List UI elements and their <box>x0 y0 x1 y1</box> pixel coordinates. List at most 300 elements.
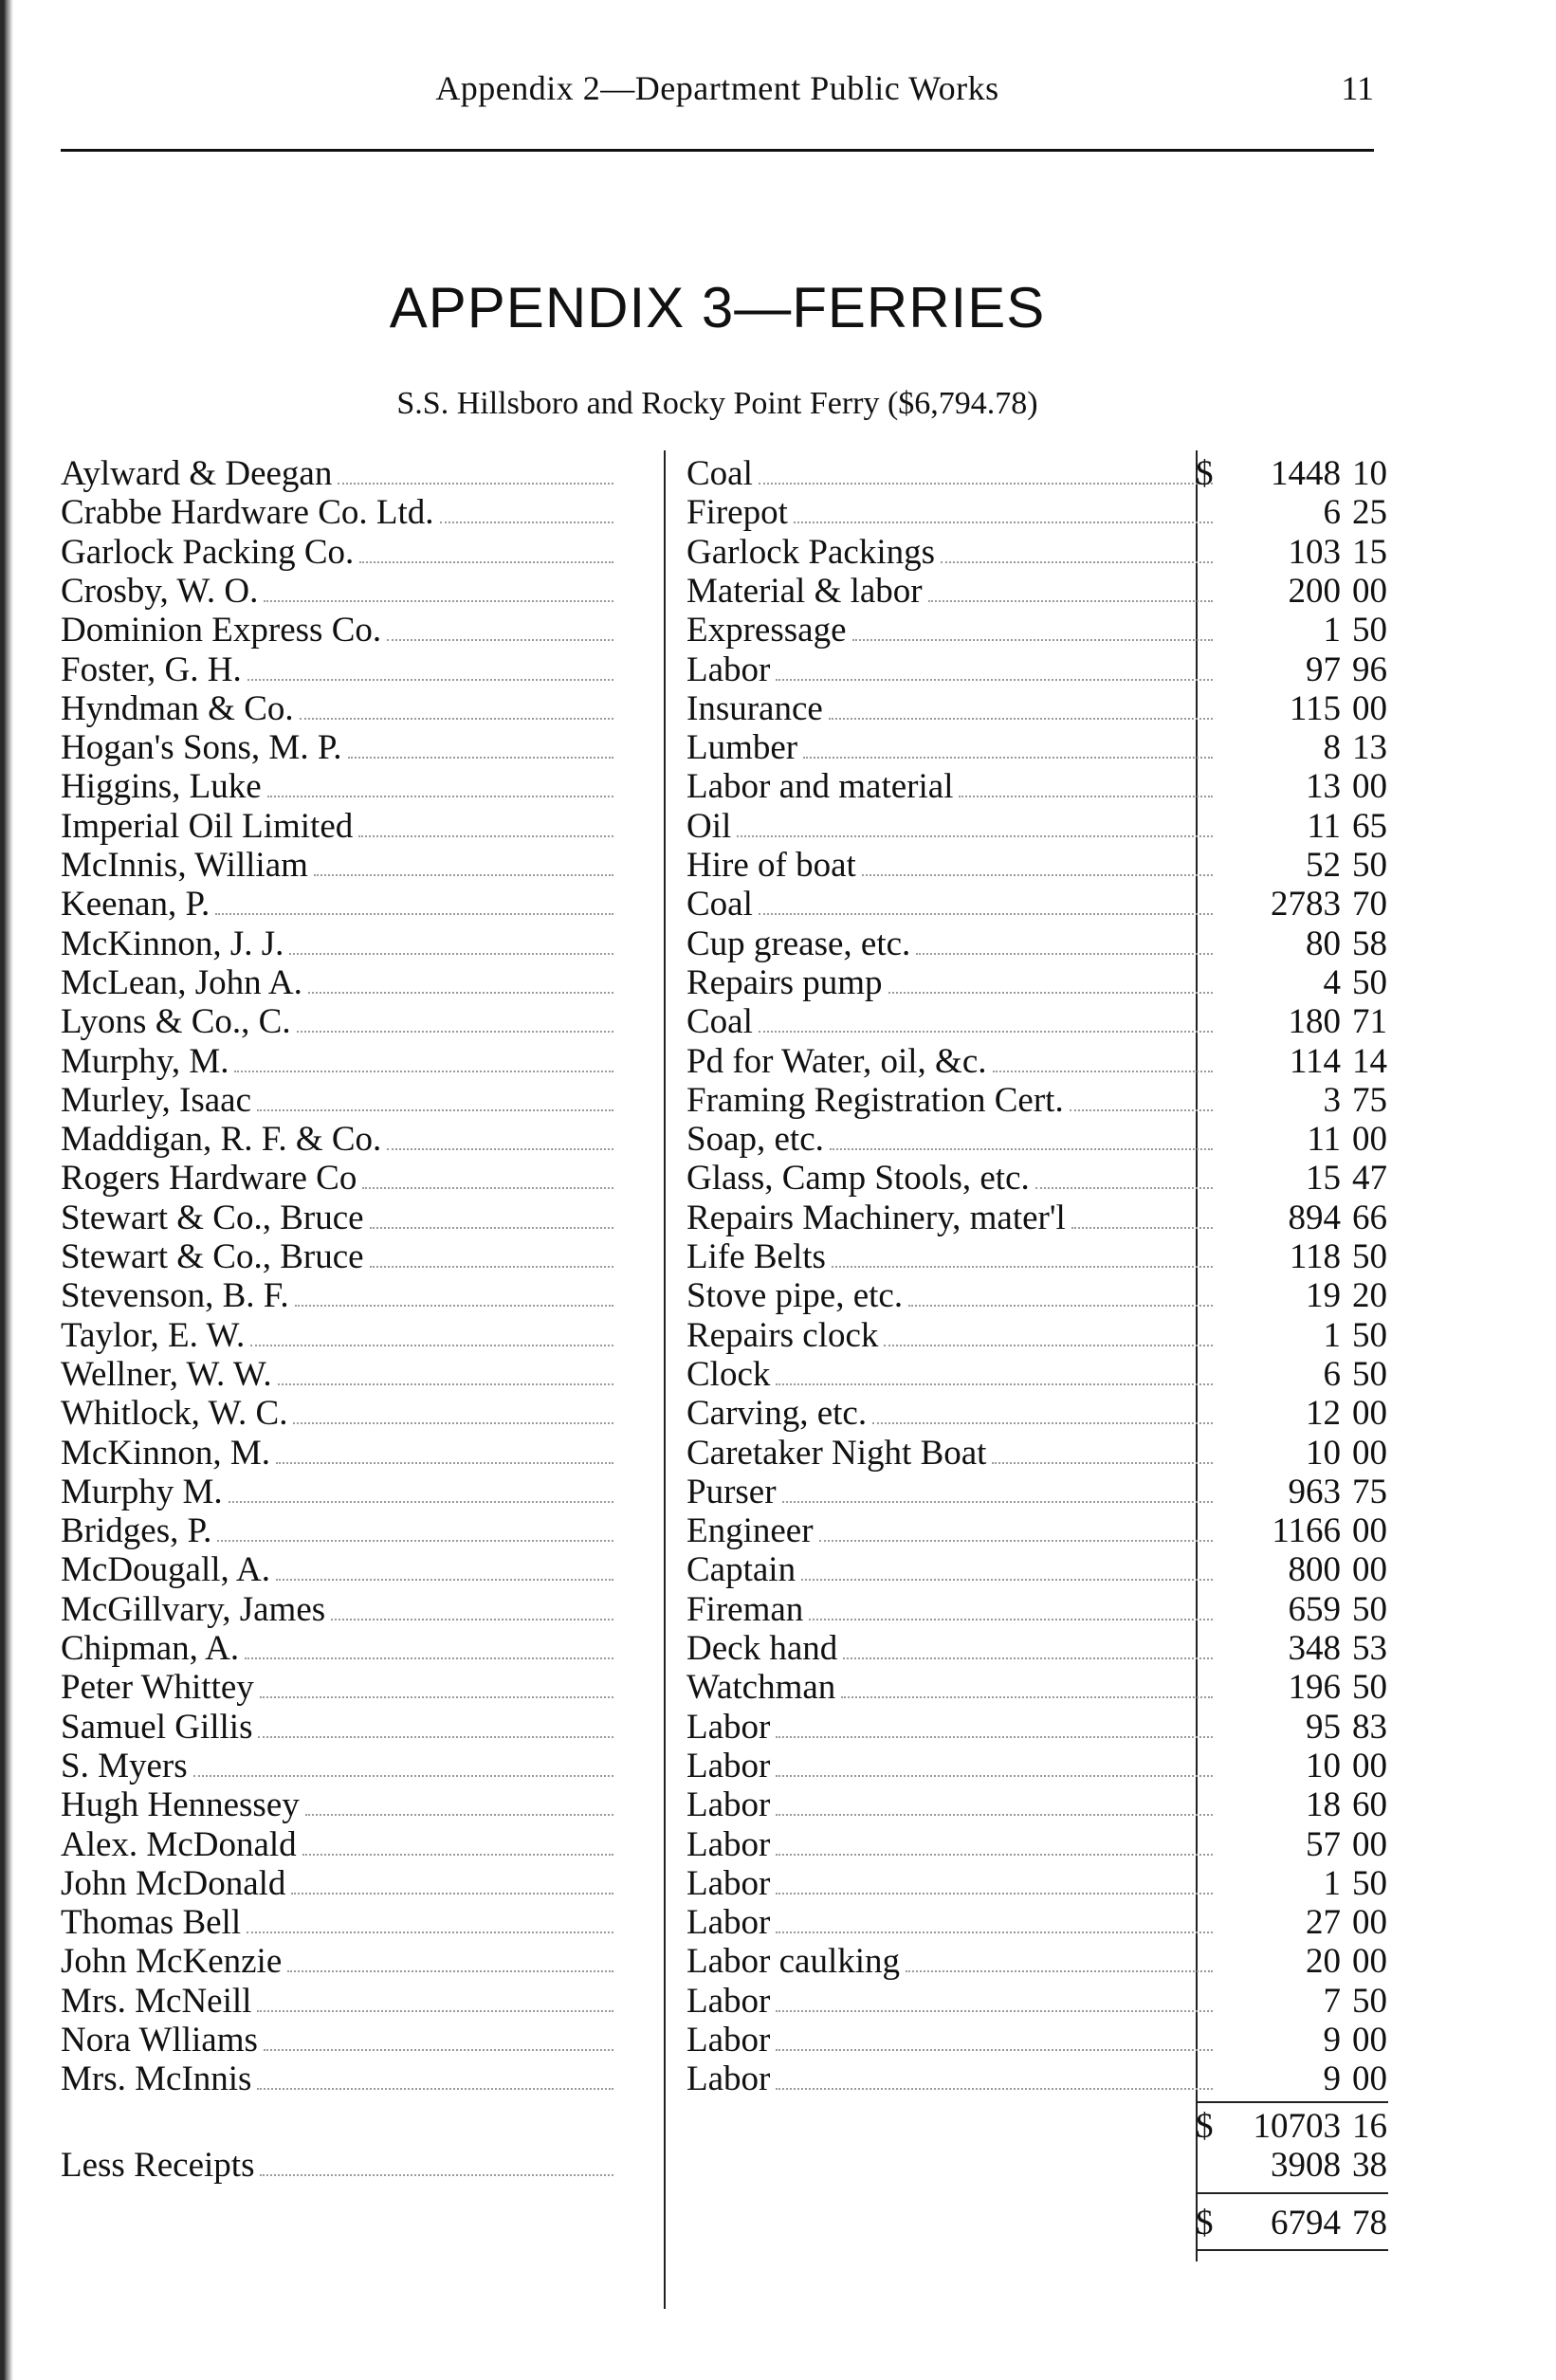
ledger-row <box>61 1237 1388 1277</box>
amount-dollars: 6 <box>1323 1354 1341 1394</box>
amount-dollars: 200 <box>1288 571 1341 611</box>
item-cell <box>686 1668 1213 1708</box>
amount-cents: 00 <box>1352 1942 1387 1982</box>
item-cell <box>686 767 1213 807</box>
payee-cell <box>61 1199 613 1238</box>
item-description: Deck hand <box>686 1629 838 1668</box>
item-description: Stove pipe, etc. <box>686 1276 904 1316</box>
dot-leader <box>229 1501 613 1503</box>
payee-cell <box>61 2021 613 2060</box>
item-description: Engineer <box>686 1511 814 1551</box>
ledger-row <box>61 572 1388 612</box>
amount-dollars: 196 <box>1288 1668 1341 1708</box>
dot-leader <box>1070 1109 1213 1111</box>
payee-cell <box>61 493 613 533</box>
amount-cents: 70 <box>1352 885 1387 925</box>
amount-dollars: 10 <box>1306 1433 1341 1473</box>
item-cell <box>686 846 1213 886</box>
amount-dollars: 15 <box>1306 1159 1341 1199</box>
amount-dollars: 19 <box>1306 1276 1341 1316</box>
ledger-row <box>61 1002 1388 1042</box>
ledger-row <box>61 689 1388 729</box>
item-description: Carving, etc. <box>686 1394 868 1434</box>
payee-cell <box>61 689 613 729</box>
dot-leader <box>359 561 613 563</box>
dot-leader <box>803 757 1213 759</box>
dot-leader <box>264 2049 613 2051</box>
dot-leader <box>776 2088 1213 2090</box>
payee-cell <box>61 1081 613 1121</box>
amount-cents: 00 <box>1352 1120 1387 1160</box>
item-cell <box>686 533 1213 573</box>
item-description: Watchman <box>686 1668 836 1708</box>
payee-name: Higgins, Luke <box>61 767 262 807</box>
amount-cents: 50 <box>1352 1668 1387 1708</box>
dot-leader <box>908 1305 1213 1307</box>
dot-leader <box>776 2049 1213 2051</box>
dot-leader <box>300 718 613 720</box>
item-description: Labor <box>686 1707 771 1747</box>
dot-leader <box>314 874 613 876</box>
ledger-row <box>61 1316 1388 1356</box>
payee-cell <box>61 963 613 1003</box>
dot-leader <box>1035 1187 1213 1189</box>
ledger-row <box>61 1590 1388 1630</box>
payee-cell <box>61 1982 613 2022</box>
item-cell <box>686 728 1213 768</box>
payee-cell <box>61 1042 613 1082</box>
payee-cell <box>61 1002 613 1042</box>
ledger-row <box>61 885 1388 925</box>
amount-dollars: 18 <box>1306 1785 1341 1825</box>
dot-leader <box>245 1657 613 1659</box>
payee-cell <box>61 1394 613 1434</box>
ledger-row <box>61 533 1388 573</box>
dot-leader <box>776 1383 1213 1385</box>
item-description: Purser <box>686 1472 777 1511</box>
amount-cents: 50 <box>1352 1981 1387 2021</box>
amount-cents: 65 <box>1352 806 1387 846</box>
amount-dollars: 9 <box>1323 2060 1341 2099</box>
amount-cents: 00 <box>1352 1746 1387 1785</box>
dot-leader <box>348 757 613 759</box>
ledger-row <box>61 1668 1388 1708</box>
dot-leader <box>291 1893 613 1895</box>
payee-name: Maddigan, R. F. & Co. <box>61 1120 382 1160</box>
item-cell <box>686 807 1213 847</box>
amount-cents: 16 <box>1352 2106 1387 2146</box>
item-description: Caretaker Night Boat <box>686 1433 987 1473</box>
item-cell <box>686 1747 1213 1786</box>
amount-cents: 75 <box>1352 1080 1387 1120</box>
ledger-row <box>61 963 1388 1003</box>
payee-name: Aylward & Deegan <box>61 454 333 493</box>
amount-dollars: 11 <box>1307 806 1341 846</box>
ledger-row <box>61 454 1388 494</box>
ledger-row <box>61 1864 1388 1904</box>
item-cell <box>686 1629 1213 1669</box>
dot-leader <box>258 1736 613 1738</box>
amount-dollars: 20 <box>1306 1942 1341 1982</box>
amount-cents: 38 <box>1352 2145 1387 2185</box>
payee-name: McDougall, A. <box>61 1550 270 1590</box>
payee-cell <box>61 2146 613 2186</box>
amount-cents: 00 <box>1352 1394 1387 1434</box>
payee-cell <box>61 1747 613 1786</box>
item-description: Insurance <box>686 688 823 728</box>
dot-leader <box>358 835 613 837</box>
payee-name: Stewart & Co., Bruce <box>61 1237 364 1276</box>
payee-name: Wellner, W. W. <box>61 1354 272 1394</box>
payee-name: Less Receipts <box>61 2145 255 2185</box>
payee-name: Nora Wlliams <box>61 2021 258 2060</box>
ledger-row <box>61 1434 1388 1474</box>
dot-leader <box>276 1579 613 1581</box>
amount-cents: 00 <box>1352 688 1387 728</box>
payee-cell <box>61 1434 613 1474</box>
item-cell <box>686 1276 1213 1316</box>
item-cell <box>686 454 1213 494</box>
amount-dollars: 9 <box>1323 2021 1341 2060</box>
payee-name: Peter Whittey <box>61 1668 254 1708</box>
item-cell <box>686 1511 1213 1551</box>
item-cell <box>686 493 1213 533</box>
amount-dollars: 1448 <box>1271 454 1341 493</box>
ledger-row <box>61 1825 1388 1865</box>
item-description: Labor <box>686 650 771 689</box>
item-description: Fireman <box>686 1589 804 1629</box>
amount-cents: 50 <box>1352 962 1387 1002</box>
item-cell <box>686 1355 1213 1395</box>
payee-name: John McKenzie <box>61 1942 283 1982</box>
payee-name: Imperial Oil Limited <box>61 806 354 846</box>
net-total-rule-top <box>1197 2192 1388 2194</box>
payee-name: Murphy M. <box>61 1472 223 1511</box>
payee-name: Keenan, P. <box>61 885 211 925</box>
amount-cents: 00 <box>1352 1903 1387 1943</box>
item-cell <box>686 925 1213 964</box>
dot-leader <box>819 1540 1213 1542</box>
payee-cell <box>61 1237 613 1277</box>
dot-leader <box>830 1148 1213 1150</box>
item-description: Labor <box>686 2060 771 2099</box>
payee-cell <box>61 1159 613 1199</box>
dot-leader <box>776 1775 1213 1777</box>
payee-name: Samuel Gillis <box>61 1707 253 1747</box>
item-cell <box>686 2021 1213 2060</box>
item-description: Repairs Machinery, mater'l <box>686 1198 1066 1237</box>
item-description: Coal <box>686 1002 753 1042</box>
item-cell <box>686 1982 1213 2022</box>
item-cell <box>686 1002 1213 1042</box>
amount-dollars: 80 <box>1306 924 1341 963</box>
ferry-expense-ledger <box>61 450 1388 2309</box>
dot-leader <box>776 679 1213 681</box>
ledger-row <box>61 1120 1388 1160</box>
dollar-sign: $ <box>1196 2106 1214 2146</box>
dot-leader <box>888 992 1213 994</box>
ledger-row <box>61 1355 1388 1395</box>
payee-cell <box>61 1276 613 1316</box>
amount-dollars: 95 <box>1306 1707 1341 1747</box>
dot-leader <box>387 1148 613 1150</box>
payee-cell <box>61 1120 613 1160</box>
dot-leader <box>247 1931 613 1933</box>
payee-name: McGillvary, James <box>61 1589 326 1629</box>
item-cell <box>686 1473 1213 1512</box>
amount-cents: 50 <box>1352 1589 1387 1629</box>
ledger-row <box>61 1511 1388 1551</box>
amount-dollars: 6 <box>1323 493 1341 533</box>
item-description: Labor <box>686 1824 771 1864</box>
dot-leader <box>297 1031 613 1033</box>
dot-leader <box>959 796 1213 797</box>
amount-dollars: 1 <box>1323 611 1341 650</box>
ledger-row <box>61 1747 1388 1786</box>
amount-dollars: 11 <box>1307 1120 1341 1160</box>
item-description: Hire of boat <box>686 846 856 885</box>
ledger-row <box>61 2021 1388 2060</box>
dot-leader <box>776 1893 1213 1895</box>
item-cell <box>686 1825 1213 1865</box>
dot-leader <box>759 1031 1213 1033</box>
amount-cents: 96 <box>1352 650 1387 689</box>
item-description: Labor and material <box>686 767 954 807</box>
dot-leader <box>257 1109 613 1111</box>
dot-leader <box>370 1227 613 1229</box>
subtotal-rule <box>1197 2101 1388 2103</box>
payee-name: S. Myers <box>61 1746 188 1785</box>
dot-leader <box>267 796 613 797</box>
amount-dollars: 659 <box>1288 1589 1341 1629</box>
dot-leader <box>941 561 1213 563</box>
item-cell <box>686 1785 1213 1825</box>
dot-leader <box>287 1970 613 1972</box>
amount-dollars: 10 <box>1306 1746 1341 1785</box>
payee-cell <box>61 1629 613 1669</box>
payee-cell <box>61 1708 613 1748</box>
dot-leader <box>440 522 613 523</box>
item-cell <box>686 689 1213 729</box>
dot-leader <box>257 2088 613 2090</box>
amount-cents: 00 <box>1352 2060 1387 2099</box>
dot-leader <box>829 718 1213 720</box>
amount-cents: 58 <box>1352 924 1387 963</box>
dot-leader <box>884 1345 1213 1346</box>
item-cell <box>686 885 1213 925</box>
amount-dollars: 963 <box>1288 1472 1341 1511</box>
payee-name: Hugh Hennessey <box>61 1785 300 1825</box>
dot-leader <box>257 2010 613 2012</box>
amount-dollars: 800 <box>1288 1550 1341 1590</box>
dot-leader <box>387 639 613 641</box>
page-title: APPENDIX 3—FERRIES <box>389 276 1046 339</box>
running-head <box>61 68 1374 116</box>
amount-cents: 20 <box>1352 1276 1387 1316</box>
payee-cell <box>61 1668 613 1708</box>
item-description: Labor <box>686 2021 771 2060</box>
item-description: Labor <box>686 1785 771 1825</box>
dot-leader <box>260 1696 613 1698</box>
amount-dollars: 4 <box>1323 962 1341 1002</box>
item-description: Lumber <box>686 728 798 768</box>
dot-leader <box>852 639 1214 641</box>
amount-cents: 25 <box>1352 493 1387 533</box>
dot-leader <box>215 913 613 915</box>
ledger-row <box>61 1982 1388 2022</box>
amount-cents: 50 <box>1352 846 1387 885</box>
dot-leader <box>331 1619 613 1620</box>
dot-leader <box>362 1187 613 1189</box>
dot-leader <box>872 1422 1213 1424</box>
item-description: Coal <box>686 454 753 493</box>
amount-dollars: 7 <box>1323 1981 1341 2021</box>
payee-name: Alex. McDonald <box>61 1824 297 1864</box>
payee-cell <box>61 1355 613 1395</box>
dot-leader <box>916 953 1213 955</box>
item-cell <box>686 1590 1213 1630</box>
amount-cents: 13 <box>1352 728 1387 768</box>
amount-dollars: 10703 <box>1253 2106 1341 2146</box>
net-total-rule-bottom <box>1197 2249 1388 2251</box>
dot-leader <box>906 1970 1213 1972</box>
running-title: Appendix 2—Department Public Works <box>435 69 999 107</box>
payee-name: Taylor, E. W. <box>61 1315 246 1355</box>
dot-leader <box>993 1071 1214 1072</box>
dot-leader <box>776 1854 1213 1856</box>
item-description: Framing Registration Cert. <box>686 1080 1064 1120</box>
dot-leader <box>776 1736 1213 1738</box>
item-description: Soap, etc. <box>686 1120 824 1160</box>
item-description: Captain <box>686 1550 796 1590</box>
amount-cents: 10 <box>1352 454 1387 493</box>
dot-leader <box>247 679 613 681</box>
item-cell <box>686 1550 1213 1590</box>
item-description: Cup grease, etc. <box>686 924 911 963</box>
item-description: Labor <box>686 1746 771 1785</box>
item-cell <box>686 1394 1213 1434</box>
item-cell <box>686 1316 1213 1356</box>
ledger-row <box>61 1785 1388 1825</box>
dot-leader <box>289 953 613 955</box>
dot-leader <box>302 1854 613 1856</box>
item-description: Pd for Water, oil, &c. <box>686 1041 987 1081</box>
amount-dollars: 1166 <box>1272 1511 1341 1551</box>
amount-dollars: 1 <box>1323 1863 1341 1903</box>
dot-leader <box>843 1657 1213 1659</box>
amount-cents: 00 <box>1352 571 1387 611</box>
item-cell <box>686 1081 1213 1121</box>
dot-leader <box>295 1305 613 1307</box>
payee-cell <box>61 1316 613 1356</box>
page-number: 11 <box>1341 69 1374 107</box>
item-cell <box>686 1237 1213 1277</box>
ledger-row <box>61 767 1388 807</box>
dot-leader <box>992 1462 1213 1464</box>
amount-cents: 50 <box>1352 1863 1387 1903</box>
subtotal-row <box>61 2107 1388 2147</box>
ledger-row <box>61 1629 1388 1669</box>
dot-leader <box>776 1814 1213 1816</box>
payee-name: Foster, G. H. <box>61 650 242 689</box>
dot-leader <box>841 1696 1213 1698</box>
dot-leader <box>293 1422 613 1424</box>
dot-leader <box>276 1462 613 1464</box>
amount-dollars: 27 <box>1306 1903 1341 1943</box>
dot-leader <box>250 1345 613 1346</box>
payee-cell <box>61 650 613 690</box>
ledger-row <box>61 1473 1388 1512</box>
payee-name: Bridges, P. <box>61 1511 212 1551</box>
item-cell <box>686 1120 1213 1160</box>
dot-leader <box>308 992 613 994</box>
amount-dollars: 3908 <box>1271 2145 1341 2185</box>
payee-cell <box>61 572 613 612</box>
dot-leader <box>794 522 1213 523</box>
ledger-row <box>61 1903 1388 1943</box>
dollar-sign: $ <box>1196 454 1214 493</box>
amount-cents: 14 <box>1352 1041 1387 1081</box>
amount-dollars: 97 <box>1306 650 1341 689</box>
payee-name: Crabbe Hardware Co. Ltd. <box>61 493 434 533</box>
amount-dollars: 3 <box>1323 1080 1341 1120</box>
dot-leader <box>759 913 1213 915</box>
payee-cell <box>61 728 613 768</box>
amount-cents: 53 <box>1352 1629 1387 1668</box>
less-receipts-row <box>61 2146 1388 2186</box>
amount-dollars: 57 <box>1306 1824 1341 1864</box>
item-cell <box>686 1159 1213 1199</box>
amount-dollars: 114 <box>1289 1041 1341 1081</box>
item-cell <box>686 572 1213 612</box>
payee-cell <box>61 846 613 886</box>
dollar-sign: $ <box>1196 2204 1214 2243</box>
payee-cell <box>61 533 613 573</box>
dot-leader <box>759 483 1213 485</box>
payee-cell <box>61 767 613 807</box>
amount-dollars: 12 <box>1306 1394 1341 1434</box>
payee-cell <box>61 1550 613 1590</box>
amount-dollars: 6794 <box>1271 2204 1341 2243</box>
payee-name: McInnis, William <box>61 846 308 885</box>
payee-cell <box>61 885 613 925</box>
item-cell <box>686 1042 1213 1082</box>
amount-dollars: 894 <box>1288 1198 1341 1237</box>
ledger-row <box>61 611 1388 650</box>
payee-name: McLean, John A. <box>61 962 302 1002</box>
dot-leader <box>1071 1227 1213 1229</box>
item-description: Glass, Camp Stools, etc. <box>686 1159 1030 1199</box>
amount-cents: 50 <box>1352 1315 1387 1355</box>
amount-cents: 83 <box>1352 1707 1387 1747</box>
payee-name: Thomas Bell <box>61 1903 242 1943</box>
dot-leader <box>832 1266 1213 1268</box>
dot-leader <box>278 1383 613 1385</box>
amount-cents: 60 <box>1352 1785 1387 1825</box>
payee-cell <box>61 1590 613 1630</box>
page-subtitle: S.S. Hillsboro and Rocky Point Ferry ($6,794.78) <box>396 386 1038 421</box>
ledger-row <box>61 1550 1388 1590</box>
payee-name: Murphy, M. <box>61 1041 229 1081</box>
payee-cell <box>61 1511 613 1551</box>
ledger-row <box>61 807 1388 847</box>
dot-leader <box>928 600 1213 602</box>
item-cell <box>686 2060 1213 2099</box>
payee-name: Hogan's Sons, M. P. <box>61 728 342 768</box>
amount-cents: 00 <box>1352 1511 1387 1551</box>
amount-dollars: 1 <box>1323 1315 1341 1355</box>
dot-leader <box>776 1931 1213 1933</box>
